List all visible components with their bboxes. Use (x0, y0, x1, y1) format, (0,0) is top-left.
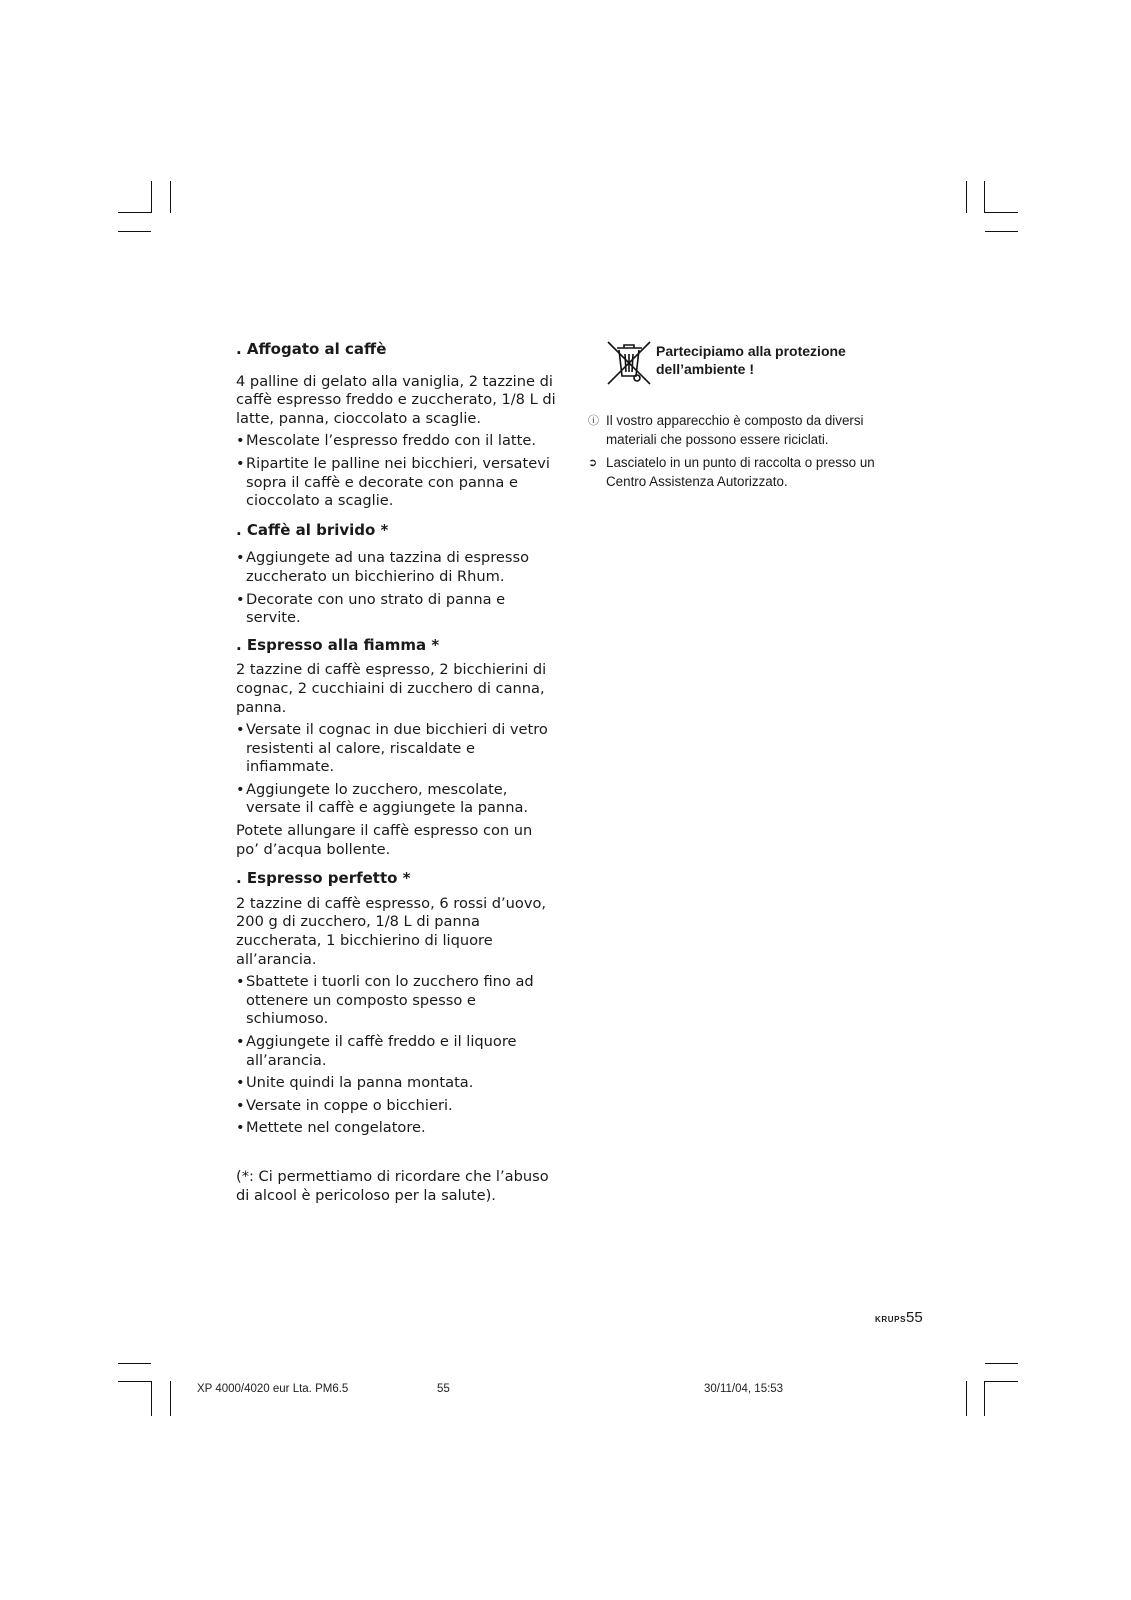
crop-mark (118, 1381, 151, 1382)
recipes-column (236, 340, 556, 1205)
ingredients: 2 tazzine di caffè espresso, 6 rossi d’uovo, 200 g di zucchero, 1/8 L di panna zuccherata, 1 bicchierino di liquore all’arancia. (236, 894, 547, 968)
info-icon: ⓘ (588, 415, 599, 427)
crop-mark (118, 212, 151, 213)
page-number: 55 (906, 1309, 923, 1326)
crop-mark (170, 1381, 171, 1416)
step-text: Mescolate l’espresso freddo con il latte. (246, 432, 536, 450)
bullet: • (236, 1119, 245, 1137)
arrow-icon: ➲ (588, 457, 598, 469)
crop-mark (985, 1381, 1018, 1382)
environment-item (584, 412, 914, 449)
step-text: Mettete nel congelatore. (246, 1119, 426, 1137)
step-item (236, 591, 556, 628)
recipe-title: . Affogato al caffè (236, 340, 387, 358)
crop-mark (985, 212, 1018, 213)
step-item (236, 455, 556, 511)
footer-date: 30/11/04, 15:53 (704, 1383, 784, 1395)
recipe-title: . Espresso alla fiamma * (236, 635, 440, 654)
step-item (236, 1119, 556, 1138)
environment-item (584, 454, 914, 491)
footer-file: XP 4000/4020 eur Lta. PM6.5 (197, 1383, 349, 1395)
crop-mark (984, 1381, 985, 1416)
recipe-title: . Espresso perfetto * (236, 869, 411, 888)
recipe-espresso-perfetto (236, 869, 556, 1138)
bullet: • (236, 432, 245, 450)
bullet: • (236, 590, 245, 608)
step-item (236, 549, 556, 586)
bullet: • (236, 780, 245, 798)
crop-mark (985, 231, 1018, 232)
step-text: Ripartite le palline nei bicchieri, versatevi sopra il caffè e decorate con panna e cioccolato a scaglie. (246, 454, 550, 510)
alcohol-disclaimer: (*: Ci permettiamo di ricordare che l’abuso di alcool è pericoloso per la salute). (236, 1167, 549, 1204)
step-text: Unite quindi la panna montata. (246, 1074, 474, 1092)
ingredients: 4 palline di gelato alla vaniglia, 2 tazzine di caffè espresso freddo e zuccherato, 1/8 L di latte, panna, cioccolato a scaglie. (236, 372, 556, 427)
step-item (236, 1074, 556, 1093)
footer-page: 55 (437, 1383, 450, 1395)
environment-item-text: Lasciatelo in un punto di raccolta o presso un Centro Assistenza Autorizzato. (606, 455, 875, 489)
bullet: • (236, 721, 245, 739)
step-text: Decorate con uno strato di panna e servite. (246, 590, 506, 627)
recipe-caffe-al-brivido (236, 521, 556, 628)
crossed-out-wheelie-bin-icon (604, 338, 654, 386)
note-text: Potete allungare il caffè espresso con un po’ d’acqua bollente. (236, 822, 533, 858)
bullet: • (236, 549, 245, 567)
crop-mark (170, 181, 171, 213)
step-text: Versate il cognac in due bicchieri di vetro resistenti al calore, riscaldate e infiammate. (246, 721, 548, 776)
ingredients: 2 tazzine di caffè espresso, 2 bicchierini di cognac, 2 cucchiaini di zucchero di canna, panna. (236, 661, 547, 716)
step-text: Aggiungete il caffè freddo e il liquore all’arancia. (246, 1033, 517, 1069)
bullet: • (236, 973, 245, 991)
step-text: Versate in coppe o bicchieri. (246, 1096, 453, 1114)
step-text: Sbattete i tuorli con lo zucchero fino ad ottenere un composto spesso e schiumoso. (246, 973, 534, 1028)
bullet: • (236, 1096, 245, 1114)
recipe-espresso-alla-fiamma (236, 636, 556, 860)
step-item (236, 1097, 556, 1116)
bullet: • (236, 1074, 245, 1092)
crop-mark (966, 181, 967, 213)
step-item (236, 973, 556, 1029)
step-item (236, 432, 556, 451)
brand-page-number (875, 1309, 923, 1327)
recipe-affogato (236, 340, 556, 511)
crop-mark (966, 1381, 967, 1416)
crop-mark (118, 1363, 151, 1364)
crop-mark (118, 231, 151, 232)
bullet: • (236, 1033, 245, 1050)
step-item (236, 1033, 556, 1070)
step-text: Aggiungete lo zucchero, mescolate, versate il caffè e aggiungete la panna. (246, 780, 529, 817)
step-item (236, 721, 556, 777)
environment-title (656, 342, 876, 378)
step-text: Aggiungete ad una tazzina di espresso zuccherato un bicchierino di Rhum. (246, 549, 530, 585)
crop-mark (985, 1363, 1018, 1364)
crop-mark (151, 1381, 152, 1416)
crop-mark (984, 181, 985, 213)
environment-item-text: Il vostro apparecchio è composto da diversi materiali che possono essere riciclati. (606, 413, 864, 447)
step-item (236, 781, 556, 818)
recipe-title: . Caffè al brivido * (236, 520, 389, 539)
krups-logo: KRUPS (875, 1315, 907, 1324)
environment-title-line: Partecipiamo alla protezione (656, 343, 846, 359)
crop-mark (151, 181, 152, 213)
bullet: • (236, 454, 245, 472)
environment-title-line: dell’ambiente ! (656, 361, 755, 377)
